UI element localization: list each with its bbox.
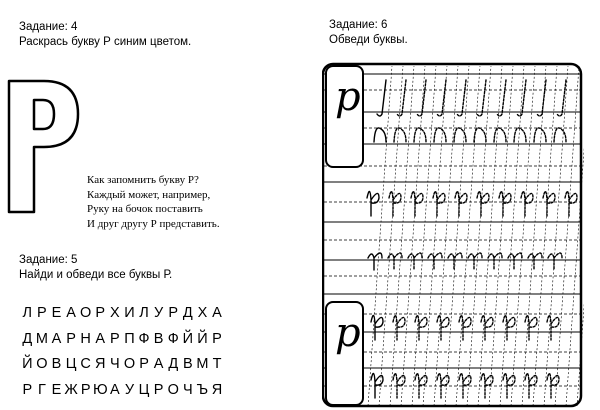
grid-letter[interactable]: А — [66, 305, 76, 321]
grid-letter[interactable]: Д — [182, 305, 193, 321]
grid-letter[interactable]: О — [36, 356, 48, 372]
grid-letter[interactable]: Ф — [138, 330, 150, 347]
task-6-block — [329, 18, 408, 48]
grid-letter[interactable]: О — [167, 381, 179, 398]
grid-letter[interactable]: Р — [153, 381, 164, 398]
grid-letter[interactable]: Ч — [182, 381, 193, 398]
grid-letter[interactable]: В — [182, 356, 193, 372]
grid-letter[interactable]: Р — [168, 305, 179, 321]
letter-grid-row — [20, 356, 224, 382]
grid-letter[interactable]: В — [153, 330, 164, 347]
grid-letter[interactable]: Я — [211, 381, 223, 398]
grid-letter[interactable]: Р — [22, 381, 33, 398]
grid-letter[interactable]: А — [95, 330, 106, 347]
grid-letter[interactable]: Ж — [64, 381, 78, 398]
letter-grid-row — [20, 305, 224, 331]
task-6-heading: Задание: 6 — [329, 19, 388, 31]
grid-letter[interactable]: О — [80, 305, 92, 321]
grid-letter[interactable]: Й — [197, 330, 208, 347]
grid-letter[interactable]: Р — [80, 381, 91, 398]
grid-letter[interactable]: Е — [51, 381, 62, 398]
poem-line: Руку на бочок поставить — [87, 203, 203, 215]
grid-letter[interactable]: Л — [139, 305, 149, 321]
grid-letter[interactable]: Р — [95, 305, 106, 321]
grid-letter[interactable]: Р — [66, 330, 76, 347]
grid-letter[interactable]: Я — [95, 356, 106, 372]
task-6-instruction: Обведи буквы. — [329, 34, 408, 46]
grid-letter[interactable]: А — [153, 356, 164, 372]
letter-search-grid — [20, 305, 224, 407]
task-5-instruction: Найди и обведи все буквы Р. — [19, 269, 173, 281]
grid-letter[interactable]: Е — [51, 305, 62, 321]
grid-letter[interactable]: Ч — [110, 356, 120, 372]
grid-letter[interactable]: Ъ — [196, 381, 209, 398]
task-4-heading: Задание: 4 — [19, 21, 78, 33]
grid-letter[interactable]: У — [124, 381, 135, 398]
grid-letter[interactable]: А — [51, 330, 62, 347]
grid-letter[interactable]: В — [51, 356, 62, 372]
grid-letter[interactable]: Г — [37, 381, 46, 398]
grid-letter[interactable]: Д — [168, 356, 179, 372]
grid-letter[interactable]: Ц — [138, 381, 150, 398]
grid-letter[interactable]: Х — [197, 305, 208, 321]
task-5-block — [19, 253, 172, 283]
grid-letter[interactable]: Р — [139, 356, 149, 372]
sample-cursive-letter-bottom: р — [335, 310, 361, 356]
grid-letter[interactable]: У — [154, 305, 164, 321]
task-5-heading: Задание: 5 — [19, 254, 78, 266]
grid-letter[interactable]: Ю — [92, 381, 108, 398]
poem — [87, 173, 220, 231]
grid-letter[interactable]: П — [124, 330, 135, 347]
grid-letter[interactable]: Л — [22, 305, 33, 321]
poem-line: И друг другу Р представить. — [87, 217, 220, 230]
grid-letter[interactable]: М — [196, 356, 209, 372]
grid-letter[interactable]: Д — [22, 330, 33, 347]
grid-letter[interactable]: Й — [182, 330, 194, 347]
grid-letter[interactable]: И — [124, 305, 135, 321]
grid-letter[interactable]: Т — [212, 356, 222, 372]
grid-letter[interactable]: С — [80, 356, 91, 372]
grid-letter[interactable]: Р — [37, 305, 47, 321]
grid-letter[interactable]: Й — [22, 356, 33, 372]
task-4-instruction: Раскрась букву Р синим цветом. — [19, 36, 192, 48]
grid-letter[interactable]: Ф — [167, 330, 179, 347]
grid-letter[interactable]: Х — [110, 305, 120, 321]
grid-letter[interactable]: Ц — [65, 356, 77, 372]
poem-line: Как запомнить букву Р? — [87, 174, 199, 186]
grid-letter[interactable]: Н — [80, 330, 91, 347]
grid-letter[interactable]: Р — [110, 330, 120, 347]
poem-line: Каждый может, например, — [87, 188, 211, 201]
grid-letter[interactable]: А — [212, 305, 222, 321]
grid-letter[interactable]: Р — [212, 330, 222, 347]
grid-letter[interactable]: М — [35, 330, 48, 347]
grid-letter[interactable]: А — [110, 381, 120, 398]
big-letter-p-outline[interactable] — [6, 78, 81, 218]
letter-grid-row — [20, 382, 224, 408]
task-4-block — [19, 20, 191, 50]
letter-grid-row — [20, 331, 224, 357]
cursive-copybook[interactable] — [322, 62, 584, 408]
grid-letter[interactable]: О — [123, 356, 136, 372]
sample-cursive-letter-top: р — [335, 74, 361, 120]
